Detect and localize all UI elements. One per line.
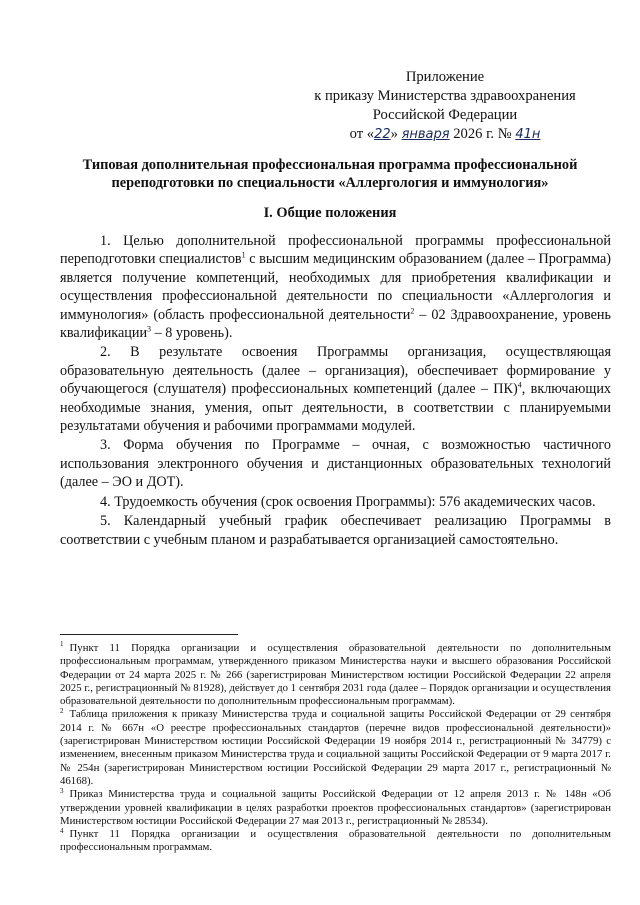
date-mid-1: » [390, 126, 402, 142]
paragraph-2-text-a: 2. В результате освоения Программы организация, осуществляющая образовательную деятельность (далее – организация), обеспечивает формирование у обучающегося (слушателя) профессиональных компетенций (далее – ПК) [60, 344, 611, 398]
footnote-3-mark: 3 [60, 786, 64, 795]
document-title [60, 156, 600, 192]
document-body [60, 232, 611, 550]
date-mid-2: 2026 г. № [449, 126, 516, 142]
paragraph-3: 3. Форма обучения по Программе – очная, с возможностью частичного использования электронного обучения и дистанционных образовательных технологий (далее – ЭО и ДОТ). [60, 437, 611, 491]
title-line-1: Типовая дополнительная профессиональная программа профессиональной [82, 157, 578, 173]
header-line-country: Российской Федерации [372, 107, 518, 123]
footnote-3 [60, 788, 611, 828]
approval-header [300, 68, 590, 144]
footnotes [60, 642, 611, 855]
footnote-2-mark: 2 [60, 706, 64, 715]
paragraph-1-text-a: 1. Целью дополнительной профессиональной программы профессиональной переподготовки специалистов [60, 233, 611, 268]
paragraph-1-text-d: – 8 уровень). [151, 325, 233, 342]
footnote-2-text: Таблица приложения к приказу Министерства труда и социальной защиты Российской Федерации от 29 сентября 2014 г. № 667н «О реестре профессиональных стандартов (перечне видов профессиональной деятельности)» (зарегистрирован Министерством юстиции Российской Федерации 19 ноября 2014 г., регистрационный № 34779) с изменением, внесенным приказом Министерства труда и социальной защиты Российской Федерации от 9 марта 2017 г. № 254н (зарегистрирован Министерством юстиции Российской Федерации 29 марта 2017 г., регистрационный № 46168). [60, 708, 611, 787]
footnote-1-text: Пункт 11 Порядка организации и осуществления образовательной деятельности по дополнительным профессиональным программам, утвержденного приказом Министерства науки и высшего образования Российской Федерации от 24 марта 2025 г. № 266 (зарегистрирован Министерством юстиции Российской Федерации 22 апреля 2025 г., регистрационный № 81928), действует до 1 сентября 2031 года (далее – Порядок организации и осуществления образовательной деятельности по дополнительным профессиональным программам). [60, 642, 611, 708]
footnote-ref-1: 1 [241, 250, 246, 260]
footnote-4-mark: 4 [60, 826, 64, 835]
paragraph-1-text-b: с высшим медицинским образованием (далее – Программа) является получение компетенций, необходимых для приобретения квалификации и осуществления профессиональной деятельности по специальности «Аллергология и иммунология» (область профессиональной деятельности [60, 251, 611, 323]
footnote-1 [60, 642, 611, 708]
date-prefix: от « [349, 126, 375, 142]
paragraph-1-text-c: – 02 Здравоохранение, уровень квалификации [60, 306, 611, 342]
header-line-appendix: Приложение [405, 69, 485, 85]
paragraph-2-text-b: , включающих необходимые знания, умения, опыт деятельности, в соответствии с планируемыми результатами обучения и рабочими программами модулей. [60, 381, 612, 435]
section-heading: I. Общие положения [263, 205, 397, 221]
footnote-4 [60, 828, 611, 855]
footnote-2 [60, 708, 611, 788]
handwritten-number: 41н [515, 127, 541, 142]
paragraph-4: 4. Трудоемкость обучения (срок освоения Программы): 576 академических часов. [100, 493, 596, 510]
footnote-ref-4: 4 [517, 380, 522, 390]
footnote-4-text: Пункт 11 Порядка организации и осуществления образовательной деятельности по дополнительным профессиональным программам. [60, 828, 611, 854]
footnote-3-text: Приказ Министерства труда и социальной защиты Российской Федерации от 12 апреля 2013 г. № 148н «Об утверждении уровней квалификации в целях разработки проектов профессиональных стандартов» (зарегистрирован Министерством юстиции Российской Федерации 27 мая 2013 г., регистрационный № 28534). [60, 788, 611, 827]
header-line-order: к приказу Министерства здравоохранения [314, 88, 576, 104]
paragraph-5: 5. Календарный учебный график обеспечивает реализацию Программы в соответствии с учебным планом и разрабатывается организацией самостоятельно. [60, 513, 611, 548]
footnote-1-mark: 1 [60, 640, 64, 649]
footnote-separator [60, 634, 238, 635]
handwritten-month: января [401, 127, 450, 142]
footnote-ref-3: 3 [147, 324, 152, 334]
header-dateline [300, 125, 590, 144]
footnote-ref-2: 2 [410, 305, 415, 315]
handwritten-day: 22 [374, 127, 391, 142]
paragraph-1 [60, 232, 611, 342]
title-line-2: переподготовки по специальности «Аллергология и иммунология» [111, 175, 549, 191]
paragraph-2 [60, 343, 611, 435]
